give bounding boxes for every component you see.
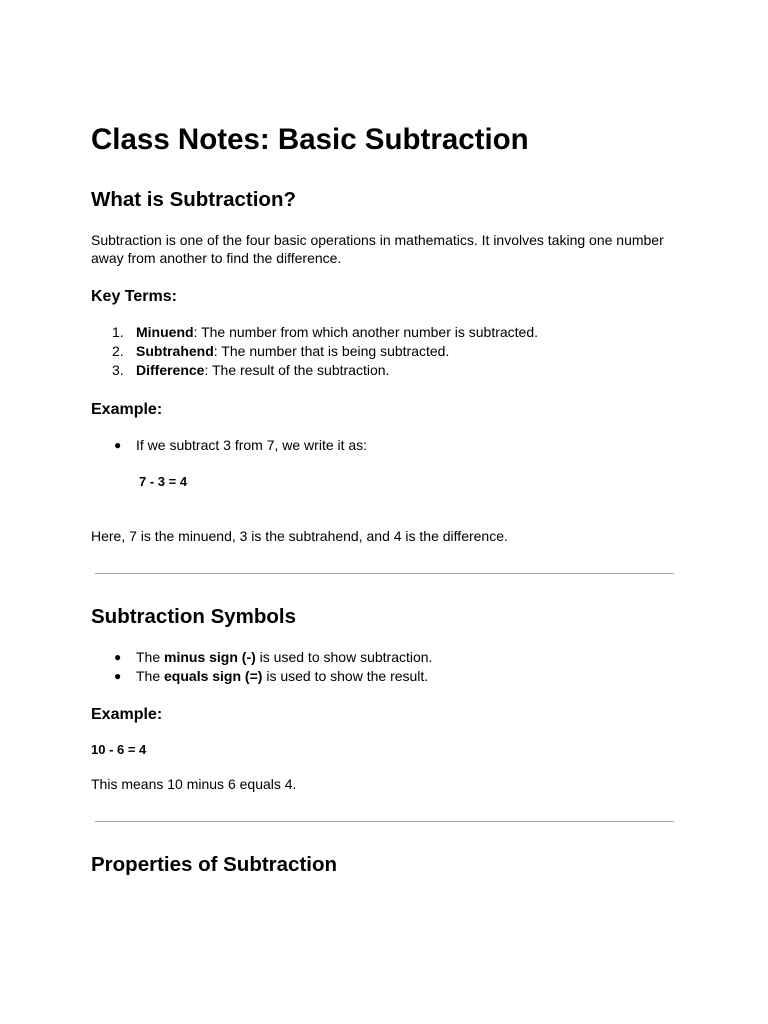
symbol-prefix: The <box>136 649 165 665</box>
intro-paragraph <box>91 231 671 267</box>
section-divider <box>95 573 674 574</box>
list-item <box>91 667 432 686</box>
term-definition: : The number from which another number is subtracted. <box>193 324 539 340</box>
example-heading-2: Example: <box>91 706 163 723</box>
example-bullet-list <box>91 436 367 455</box>
section-divider <box>95 821 674 822</box>
key-term-item <box>91 342 538 361</box>
symbol-prefix: The <box>136 668 165 684</box>
bullet-icon: ● <box>114 650 122 664</box>
bullet-icon: ● <box>114 669 122 683</box>
example-explanation-2: This means 10 minus 6 equals 4. <box>91 776 297 792</box>
section-heading-properties: Properties of Subtraction <box>91 853 338 876</box>
key-term-item <box>91 361 538 380</box>
list-item <box>91 648 432 667</box>
list-number: 2. <box>112 343 124 359</box>
term-name: Subtrahend <box>136 343 214 359</box>
example-explanation-1: Here, 7 is the minuend, 3 is the subtrahend, and 4 is the difference. <box>91 528 508 544</box>
list-item <box>91 436 367 455</box>
list-number: 1. <box>112 324 124 340</box>
example-formula-2: 10 - 6 = 4 <box>91 742 147 757</box>
example-heading-1: Example: <box>91 401 163 418</box>
key-terms-heading: Key Terms: <box>91 288 177 305</box>
symbol-name: minus sign (-) <box>164 649 256 665</box>
section-heading-subtraction-symbols: Subtraction Symbols <box>91 605 297 628</box>
term-definition: : The number that is being subtracted. <box>213 343 450 359</box>
intro-line-1: Subtraction is one of the four basic operations in mathematics. It involves taking one number <box>91 232 664 248</box>
example-bullet-text: If we subtract 3 from 7, we write it as: <box>136 437 368 453</box>
section-heading-what-is-subtraction: What is Subtraction? <box>91 188 296 211</box>
key-term-item <box>91 323 538 342</box>
intro-line-2: away from another to find the difference. <box>91 250 342 266</box>
page-title: Class Notes: Basic Subtraction <box>91 123 529 156</box>
bullet-icon: ● <box>114 438 122 452</box>
term-definition: : The result of the subtraction. <box>204 362 390 378</box>
example-formula-1: 7 - 3 = 4 <box>139 474 188 489</box>
symbol-suffix: is used to show the result. <box>262 668 429 684</box>
term-name: Difference <box>136 362 205 378</box>
symbol-name: equals sign (=) <box>164 668 263 684</box>
symbol-suffix: is used to show subtraction. <box>255 649 433 665</box>
symbols-list <box>91 648 432 686</box>
list-number: 3. <box>112 362 124 378</box>
term-name: Minuend <box>136 324 194 340</box>
key-terms-list <box>91 323 538 380</box>
